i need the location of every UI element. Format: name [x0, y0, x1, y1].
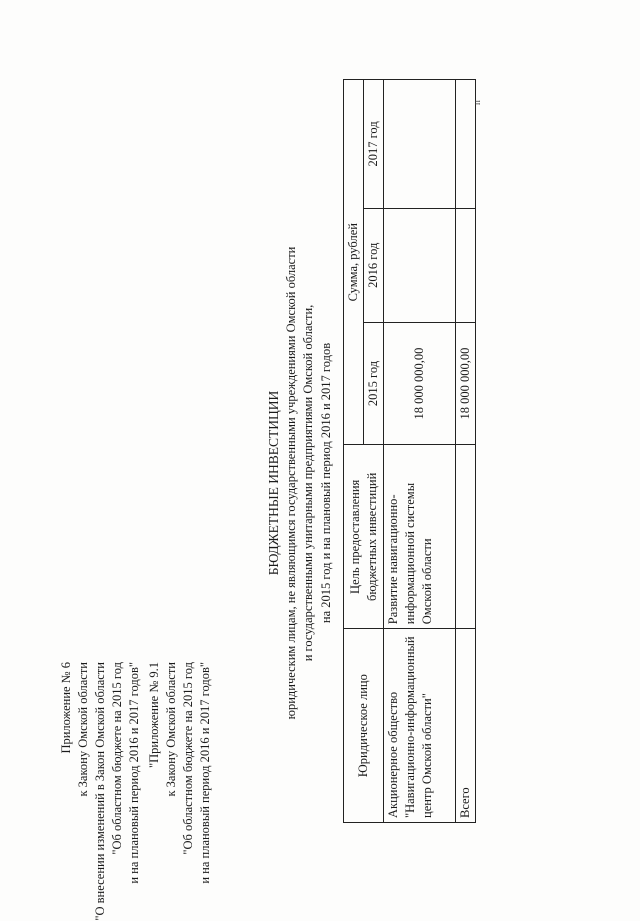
appendix-9-1-line-1: "Приложение № 9.1: [147, 662, 161, 768]
total-label: Всего: [456, 629, 476, 823]
document-title: БЮДЖЕТНЫЕ ИНВЕСТИЦИИ: [266, 390, 281, 576]
total-2015: 18 000 000,00: [456, 322, 476, 445]
appendix-6-line-3: "О внесении изменений в Закон Омской области: [93, 662, 107, 921]
title-line-3: на 2015 год и на плановый период 2016 и 2017 годов: [318, 342, 333, 624]
table-header-row: [344, 80, 364, 823]
total-2017: [456, 80, 476, 209]
appendix-6-header: [58, 662, 143, 921]
cell-purpose: Развитие навигационно-информационной системы Омской области: [384, 445, 456, 629]
total-purpose-empty: [456, 445, 476, 629]
cell-2015: 18 000 000,00: [384, 322, 456, 445]
header-entity: Юридическое лицо: [344, 629, 384, 823]
appendix-6-line-5: и на плановый период 2016 и 2017 годов": [127, 662, 141, 884]
header-2016: 2016 год: [364, 208, 384, 322]
appendix-6-line-1: Приложение № 6: [59, 662, 73, 754]
table-row: [384, 80, 456, 823]
appendix-9-1-line-3: "Об областном бюджете на 2015 год: [181, 662, 195, 855]
appendix-9-1-header: [146, 662, 214, 884]
table-total-row: [456, 80, 476, 823]
title-line-1: юридическим лицам, не являющимся государственными учреждениями Омской области: [283, 246, 298, 720]
header-2015: 2015 год: [364, 322, 384, 445]
appendix-6-line-2: к Закону Омской области: [76, 662, 90, 797]
header-amount: Сумма, рублей: [344, 80, 364, 445]
document-title-block: [265, 143, 335, 823]
header-2017: 2017 год: [364, 80, 384, 209]
investments-table: [343, 79, 476, 823]
appendix-9-1-line-4: и на плановый период 2016 и 2017 годов": [198, 662, 212, 884]
header-purpose: Цель предоставления бюджетных инвестиций: [344, 445, 384, 629]
cell-entity: Акционерное общество "Навигационно-информационный центр Омской области": [384, 629, 456, 823]
total-2016: [456, 208, 476, 322]
corner-mark: п: [472, 100, 482, 105]
cell-2016: [384, 208, 456, 322]
cell-2017: [384, 80, 456, 209]
appendix-6-line-4: "Об областном бюджете на 2015 год: [110, 662, 124, 855]
title-line-2: и государственными унитарными предприятиями Омской области,: [301, 304, 315, 662]
appendix-9-1-line-2: к Закону Омской области: [164, 662, 178, 797]
